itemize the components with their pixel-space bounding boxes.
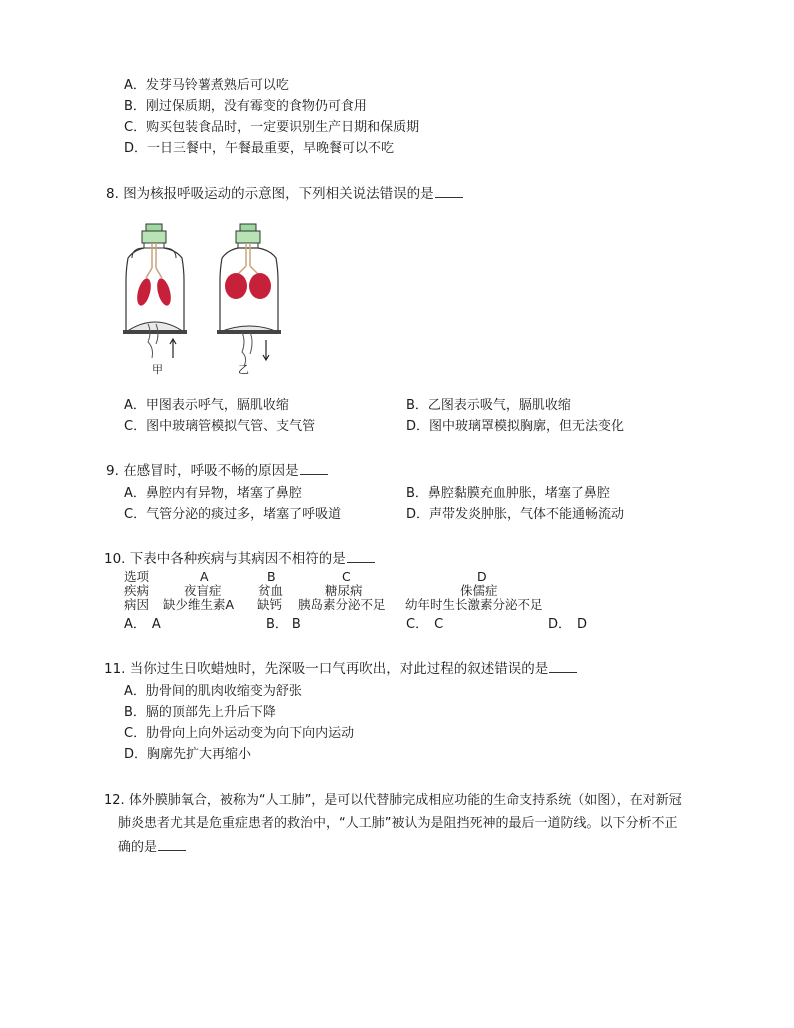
table-letter-b: B [267,569,276,584]
q12-answer-blank [158,838,186,851]
figure-label-jia: 甲 [152,363,163,376]
table-disease-c: 糖尿病 [325,583,363,598]
q12-number: 12. [104,793,125,808]
table-letter-a: A [200,569,209,584]
table-row-label-option: 选项 [124,569,150,584]
q11-stem-text: 当你过生日吹蜡烛时，先深吸一口气再吹出，对此过程的叙述错误的是 [129,661,549,677]
q10-option-b-prefix: B． [266,617,288,632]
q11-option-b: B．膈的顶部先上升后下降 [124,705,276,720]
q9-option-c: C．气管分泌的痰过多，堵塞了呼吸道 [124,507,342,522]
q9-option-b: B．鼻腔黏膜充血肿胀，堵塞了鼻腔 [406,486,610,501]
table-letter-d: D [477,569,487,584]
table-cause-a: 缺少维生素A [163,597,235,612]
q9-stem [106,462,328,480]
bell-jar-yi [217,224,281,366]
figure-label-yi: 乙 [238,363,249,376]
q10-answer-blank [347,550,375,563]
q8-option-d: D．图中玻璃罩模拟胸廓，但无法变化 [406,419,625,434]
q10-option-a-value: A [151,617,161,632]
q12-stem-text-1: 体外膜肺氧合，被称为“人工肺”，是可以代替肺完成相应功能的生命支持系统（如图），在对新冠 [128,793,682,808]
q11-option-d: D．胸廓先扩大再缩小 [124,747,252,762]
q8-number: 8. [106,186,119,202]
q7-option-b: B．刚过保质期，没有霉变的食物仍可食用 [124,99,367,114]
q9-number: 9. [106,463,119,479]
q10-option-d-value: D [577,617,588,632]
q8-answer-blank [435,185,463,198]
q10-option-d-prefix: D． [548,617,572,632]
table-disease-d: 侏儒症 [460,583,498,598]
bell-jar-jia [123,224,187,358]
q11-number: 11. [104,661,126,677]
q8-stem [106,185,463,203]
q10-option-b-value: B [291,617,301,632]
q10-option-b [266,616,301,634]
q11-option-c: C．肋骨向上向外运动变为向下向内运动 [124,726,355,741]
table-disease-b: 贫血 [258,583,284,598]
q8-option-a: A．甲图表示呼气，膈肌收缩 [124,398,289,413]
q11-stem [104,660,577,678]
q10-stem [104,550,375,568]
q10-option-a-prefix: A． [124,617,146,632]
table-letter-c: C [342,569,351,584]
q11-option-a: A．肋骨间的肌肉收缩变为舒张 [124,684,302,699]
q12-stem-text-3: 确的是 [118,840,158,855]
q9-option-a: A．鼻腔内有异物，堵塞了鼻腔 [124,486,302,501]
q10-option-c [406,616,443,634]
q7-option-a: A．发芽马铃薯煮熟后可以吃 [124,78,289,93]
q7-option-c: C．购买包装食品时，一定要识别生产日期和保质期 [124,120,420,135]
table-row-label-cause: 病因 [124,597,150,612]
table-cause-c: 胰岛素分泌不足 [298,597,386,612]
q12-stem-line-3 [118,838,186,857]
q10-option-a [124,616,161,634]
breathing-model-figure [118,220,298,382]
q9-stem-text: 在感冒时，呼吸不畅的原因是 [123,463,299,479]
q10-number: 10. [104,551,126,567]
table-row-label-disease: 疾病 [124,583,150,598]
q10-option-c-value: C [434,617,444,632]
q8-option-b: B．乙图表示吸气，膈肌收缩 [406,398,571,413]
q10-option-d [548,616,587,634]
q11-answer-blank [549,660,577,673]
q9-option-d: D．声带发炎肿胀，气体不能通畅流动 [406,507,625,522]
table-cause-d: 幼年时生长激素分泌不足 [405,597,543,612]
q12-stem-line-2: 肺炎患者尤其是危重症患者的救治中，“人工肺”被认为是阻挡死神的最后一道防线。以下分析不正 [118,816,678,831]
table-disease-a: 夜盲症 [184,583,222,598]
table-cause-b: 缺钙 [257,597,283,612]
q8-stem-text: 图为核报呼吸运动的示意图，下列相关说法错误的是 [123,186,434,202]
q10-stem-text: 下表中各种疾病与其病因不相符的是 [129,551,346,567]
q9-answer-blank [300,462,328,475]
q12-stem-line-1 [104,792,682,810]
q8-option-c: C．图中玻璃管模拟气管、支气管 [124,419,316,434]
q10-option-c-prefix: C． [406,617,429,632]
q7-option-d: D．一日三餐中，午餐最重要，早晚餐可以不吃 [124,141,395,156]
